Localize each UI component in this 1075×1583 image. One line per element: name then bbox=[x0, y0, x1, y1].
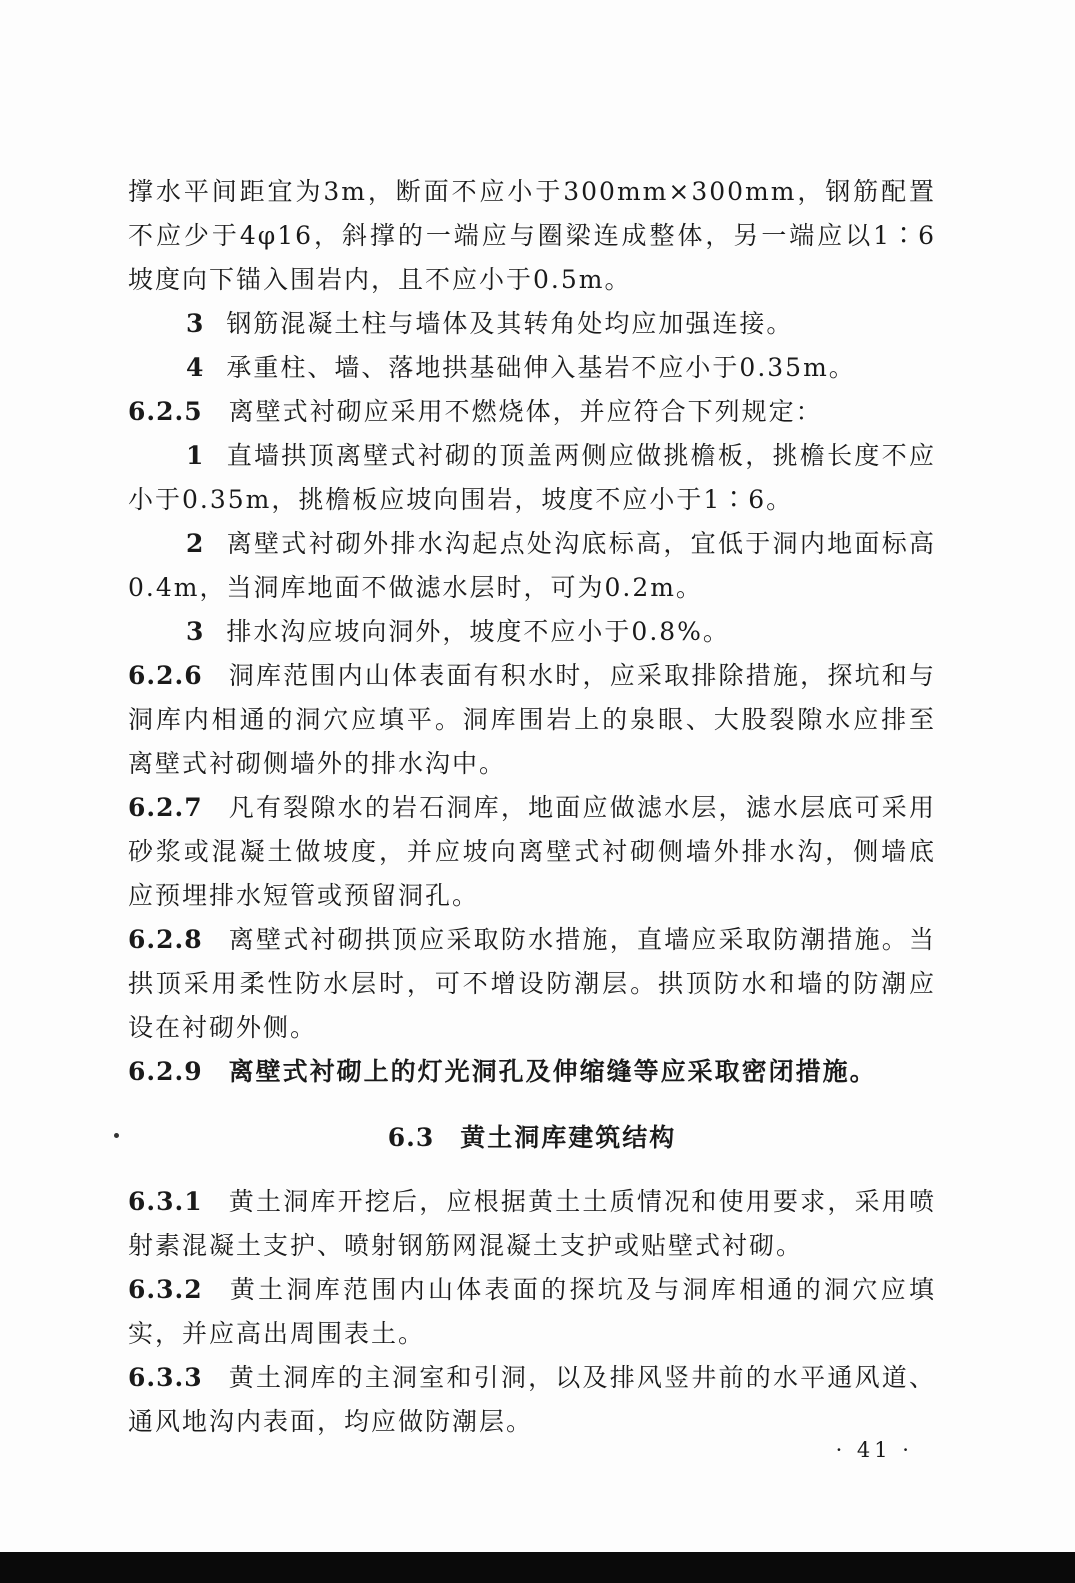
page-number: · 41 · bbox=[835, 1438, 913, 1462]
paragraph-continuation bbox=[128, 170, 936, 302]
scan-speck bbox=[114, 1133, 119, 1138]
clause bbox=[128, 918, 936, 1050]
clause-text: 洞库范围内山体表面有积水时，应采取排除措施，探坑和与洞库内相通的洞穴应填平。洞库围岩上的泉眼、大股裂隙水应排至离壁式衬砌侧墙外的排水沟中。 bbox=[128, 661, 936, 778]
list-item bbox=[128, 610, 936, 654]
clause-number: 6.3.3 bbox=[128, 1363, 203, 1392]
item-text: 排水沟应坡向洞外，坡度不应小于0.8%。 bbox=[226, 617, 730, 646]
clause-text: 离壁式衬砌上的灯光洞孔及伸缩缝等应采取密闭措施。 bbox=[228, 1057, 877, 1086]
clause-number: 6.2.7 bbox=[128, 793, 203, 822]
clause-text: 离壁式衬砌应采用不燃烧体，并应符合下列规定： bbox=[228, 397, 823, 426]
clause-number: 6.3.2 bbox=[128, 1275, 203, 1304]
item-number: 3 bbox=[186, 617, 205, 646]
clause-text: 离壁式衬砌拱顶应采取防水措施，直墙应采取防潮措施。当拱顶采用柔性防水层时，可不增设防潮层。拱顶防水和墙的防潮应设在衬砌外侧。 bbox=[128, 925, 936, 1042]
section-number: 6.3 bbox=[387, 1123, 435, 1152]
bottom-bar bbox=[0, 1552, 1075, 1583]
clause-number: 6.2.6 bbox=[128, 661, 203, 690]
clause-number: 6.2.8 bbox=[128, 925, 203, 954]
list-item bbox=[128, 302, 936, 346]
paragraph-text: 撑水平间距宜为3m，断面不应小于300mm×300mm，钢筋配置不应少于4φ16，斜撑的一端应与圈梁连成整体，另一端应以1∶6坡度向下锚入围岩内，且不应小于0.5m。 bbox=[128, 177, 936, 294]
list-item bbox=[128, 434, 936, 522]
item-text: 离壁式衬砌外排水沟起点处沟底标高，宜低于洞内地面标高0.4m，当洞库地面不做滤水层时，可为0.2m。 bbox=[128, 529, 936, 602]
list-item bbox=[128, 522, 936, 610]
clause bbox=[128, 786, 936, 918]
clause-text: 黄土洞库开挖后，应根据黄土土质情况和使用要求，采用喷射素混凝土支护、喷射钢筋网混凝土支护或贴壁式衬砌。 bbox=[128, 1187, 936, 1260]
clause bbox=[128, 390, 936, 434]
clause-number: 6.3.1 bbox=[128, 1187, 203, 1216]
clause bbox=[128, 1268, 936, 1356]
clause-text: 凡有裂隙水的岩石洞库，地面应做滤水层，滤水层底可采用砂浆或混凝土做坡度，并应坡向离壁式衬砌侧墙外排水沟，侧墙底应预埋排水短管或预留洞孔。 bbox=[128, 793, 936, 910]
clause bbox=[128, 1356, 936, 1444]
item-text: 直墙拱顶离壁式衬砌的顶盖两侧应做挑檐板，挑檐长度不应小于0.35m，挑檐板应坡向围岩，坡度不应小于1∶6。 bbox=[128, 441, 936, 514]
clause bbox=[128, 654, 936, 786]
item-text: 钢筋混凝土柱与墙体及其转角处均应加强连接。 bbox=[226, 309, 794, 338]
clause-number: 6.2.5 bbox=[128, 397, 203, 426]
clause bbox=[128, 1180, 936, 1268]
list-item bbox=[128, 346, 936, 390]
section-heading bbox=[128, 1116, 936, 1160]
clause-text: 黄土洞库的主洞室和引洞，以及排风竖井前的水平通风道、通风地沟内表面，均应做防潮层。 bbox=[128, 1363, 936, 1436]
item-number: 3 bbox=[186, 309, 205, 338]
clause-number: 6.2.9 bbox=[128, 1057, 203, 1086]
item-number: 2 bbox=[186, 529, 205, 558]
clause-mandatory bbox=[128, 1050, 936, 1094]
section-title: 黄土洞库建筑结构 bbox=[460, 1123, 677, 1152]
item-number: 4 bbox=[186, 353, 205, 382]
item-text: 承重柱、墙、落地拱基础伸入基岩不应小于0.35m。 bbox=[226, 353, 856, 382]
item-number: 1 bbox=[186, 441, 205, 470]
clause-text: 黄土洞库范围内山体表面的探坑及与洞库相通的洞穴应填实，并应高出周围表土。 bbox=[128, 1275, 936, 1348]
document-body bbox=[128, 170, 936, 1444]
